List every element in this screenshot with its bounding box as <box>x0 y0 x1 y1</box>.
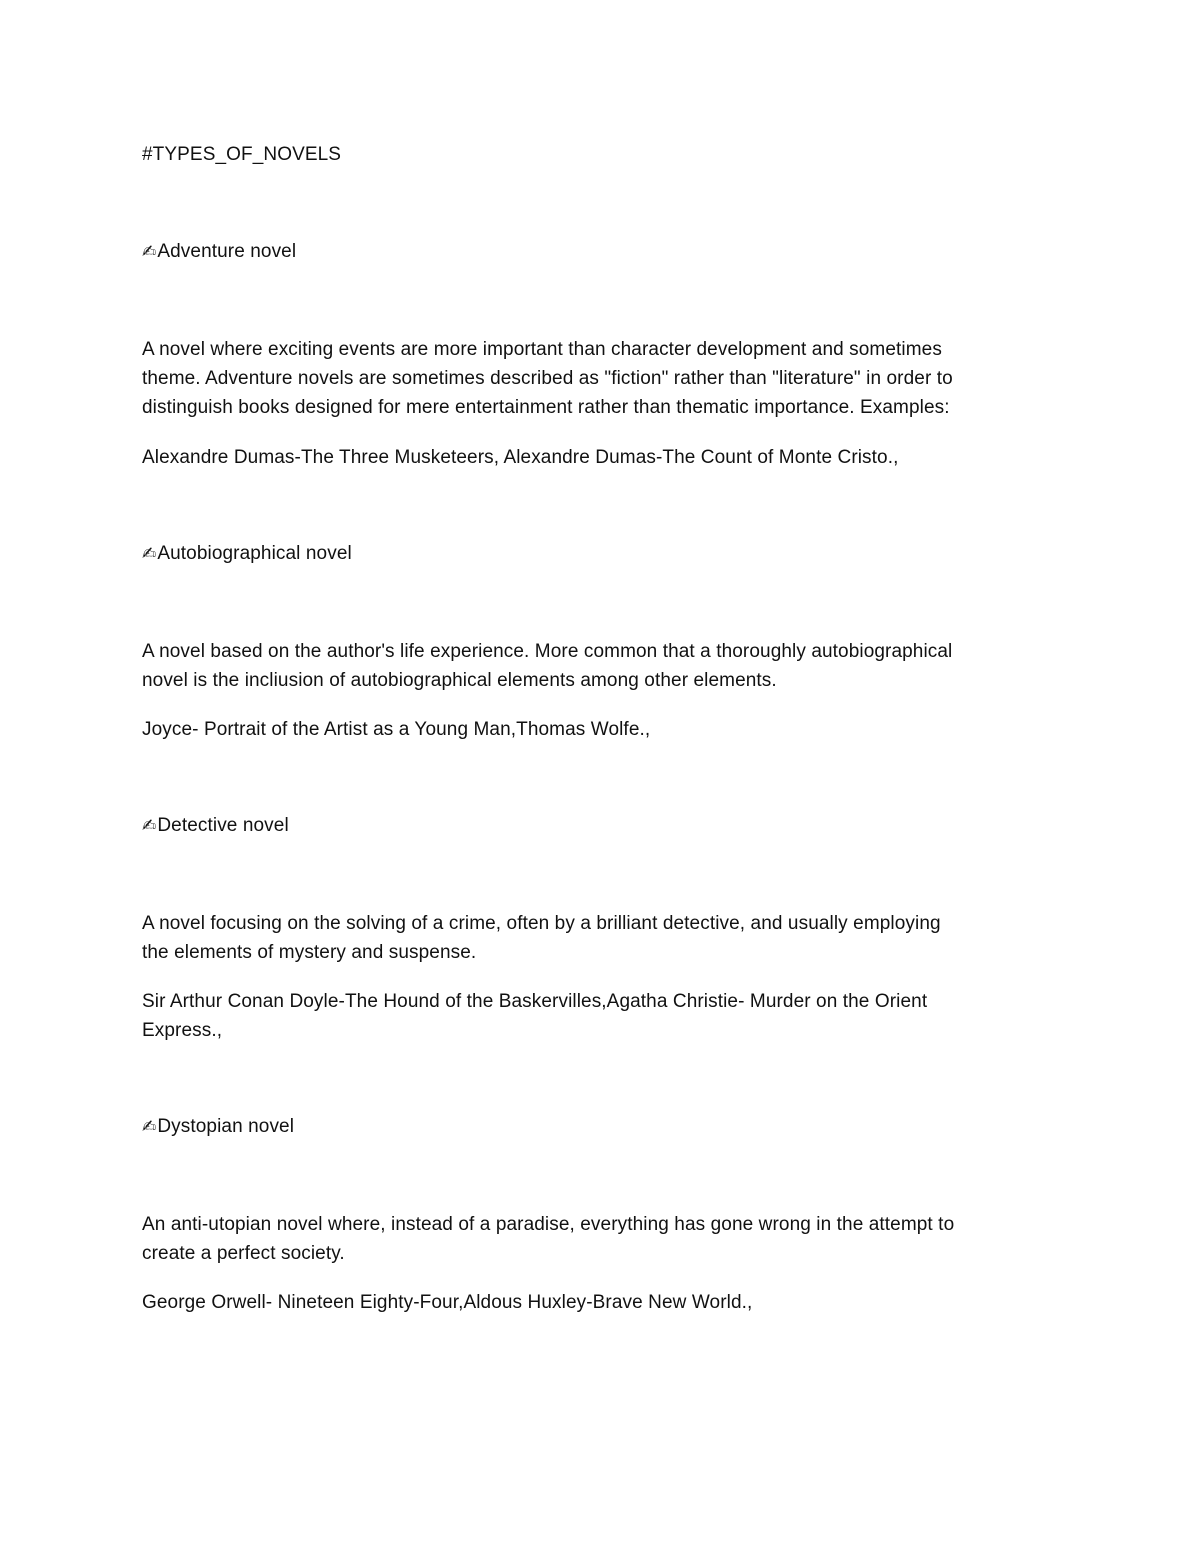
section-description-line: the elements of mystery and suspense. <box>142 942 477 963</box>
section-description-line: An anti-utopian novel where, instead of a paradise, everything has gone wrong in the attempt to <box>142 1214 955 1235</box>
section-description-line: A novel based on the author's life experience. More common that a thoroughly autobiographical <box>142 641 953 662</box>
section-heading-adventure <box>142 237 296 267</box>
section-description-line: distinguish books designed for mere entertainment rather than thematic importance. Examples: <box>142 397 950 418</box>
section-description-line: theme. Adventure novels are sometimes described as "fiction" rather than "literature" in order to <box>142 368 953 389</box>
section-description-line: create a perfect society. <box>142 1243 345 1264</box>
section-heading-dystopian <box>142 1112 294 1142</box>
section-examples-line: Express., <box>142 1020 223 1041</box>
section-heading-label: Adventure novel <box>157 241 297 262</box>
section-description-line: A novel where exciting events are more important than character development and sometimes <box>142 339 942 360</box>
writing-hand-icon: ✍ <box>142 544 157 564</box>
section-description-line: A novel focusing on the solving of a crime, often by a brilliant detective, and usually employing <box>142 913 941 934</box>
section-description-line: novel is the incliusion of autobiographical elements among other elements. <box>142 670 777 691</box>
section-examples-line: Sir Arthur Conan Doyle-The Hound of the Baskervilles,Agatha Christie- Murder on the Orient <box>142 991 928 1012</box>
document-title: #TYPES_OF_NOVELS <box>142 144 342 165</box>
writing-hand-icon: ✍ <box>142 1117 157 1137</box>
section-heading-autobiographical <box>142 539 352 569</box>
section-examples-line: Alexandre Dumas-The Three Musketeers, Alexandre Dumas-The Count of Monte Cristo., <box>142 447 899 468</box>
section-heading-label: Detective novel <box>157 815 289 836</box>
section-heading-detective <box>142 811 289 841</box>
section-heading-label: Autobiographical novel <box>157 543 352 564</box>
writing-hand-icon: ✍ <box>142 242 157 262</box>
section-examples-line: George Orwell- Nineteen Eighty-Four,Aldous Huxley-Brave New World., <box>142 1292 753 1313</box>
section-examples-line: Joyce- Portrait of the Artist as a Young Man,Thomas Wolfe., <box>142 719 651 740</box>
writing-hand-icon: ✍ <box>142 816 157 836</box>
section-heading-label: Dystopian novel <box>157 1116 295 1137</box>
